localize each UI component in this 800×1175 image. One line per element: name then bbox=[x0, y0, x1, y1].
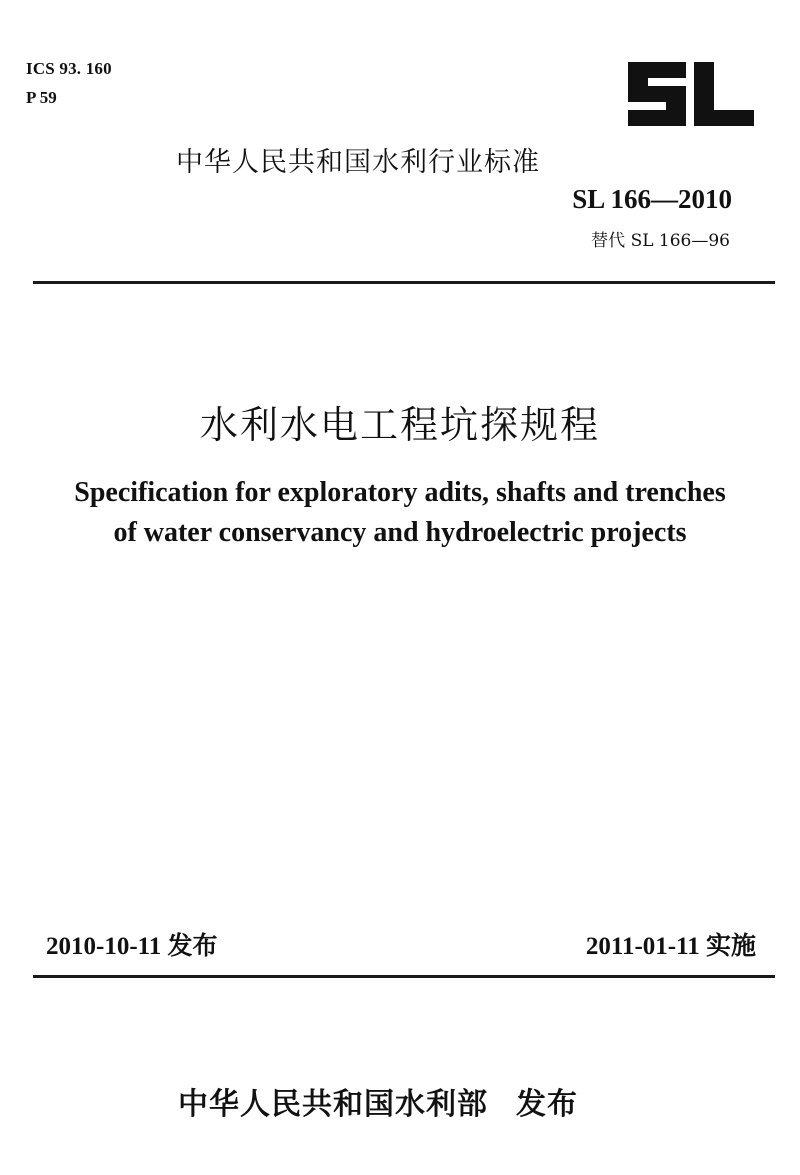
sl-logo-letter-s bbox=[628, 62, 686, 126]
publisher bbox=[178, 1079, 578, 1123]
ccs-code: P 59 bbox=[26, 88, 57, 107]
implementation-date: 2011-01-11 实施 bbox=[585, 933, 756, 960]
top-rule bbox=[33, 281, 775, 284]
publisher-action: 发布 bbox=[516, 1087, 578, 1122]
ics-code: ICS 93. 160 bbox=[26, 59, 112, 78]
title-chinese: 水利水电工程坑探规程 bbox=[199, 403, 600, 447]
title-english-line-2: of water conservancy and hydroelectric projects bbox=[113, 517, 687, 548]
standard-type: 中华人民共和国水利行业标准 bbox=[176, 147, 540, 178]
sl-logo-letter-l bbox=[694, 62, 754, 126]
standard-code: SL 166—2010 bbox=[572, 184, 732, 214]
sl-logo bbox=[624, 58, 756, 130]
issue-date: 2010-10-11 发布 bbox=[46, 933, 218, 960]
title-english-line-1: Specification for exploratory adits, shafts and trenches bbox=[74, 477, 726, 508]
replaces-standard: 替代 SL 166—96 bbox=[591, 231, 730, 251]
bottom-rule bbox=[33, 975, 775, 978]
publisher-name: 中华人民共和国水利部 bbox=[178, 1087, 488, 1122]
